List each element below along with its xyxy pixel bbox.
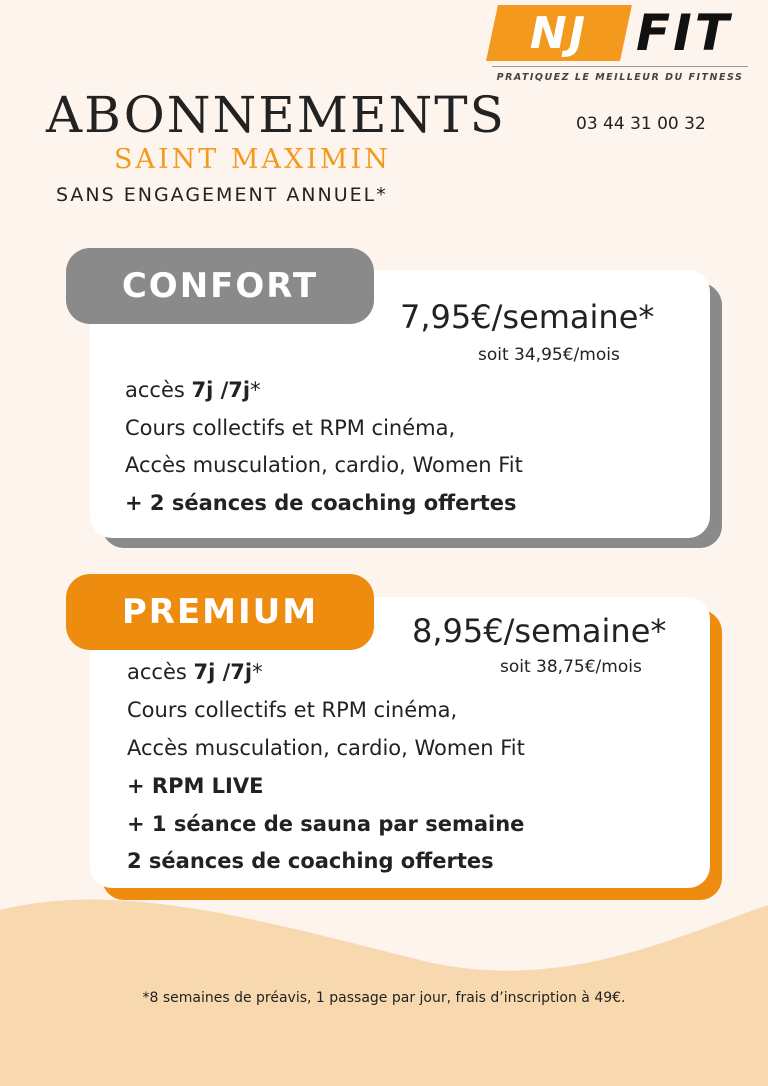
premium-feature: Cours collectifs et RPM cinéma, [127,698,458,722]
logo-tagline: PRATIQUEZ LE MEILLEUR DU FITNESS [496,72,744,83]
premium-extra: + 1 séance de sauna par semaine [127,812,525,836]
bottom-wave [0,890,768,1086]
premium-monthly-price: soit 38,75€/mois [500,657,642,677]
confort-feature: Accès musculation, cardio, Women Fit [125,453,523,477]
logo-divider [492,66,748,67]
confort-access: accès 7j /7j* [125,378,261,402]
confort-plan-badge [66,248,374,324]
footnote: *8 semaines de préavis, 1 passage par jour, frais d’inscription à 49€. [142,990,626,1006]
commitment-tagline: SANS ENGAGEMENT ANNUEL* [56,184,388,206]
premium-extra: 2 séances de coaching offertes [127,849,494,873]
phone-number: 03 44 31 00 32 [576,114,706,134]
confort-plan-name: CONFORT [121,266,319,306]
confort-monthly-price: soit 34,95€/mois [478,345,620,365]
premium-plan-name: PREMIUM [121,592,319,632]
logo-word: FIT [636,4,732,62]
confort-weekly-price: 7,95€/semaine* [400,298,655,336]
premium-plan-badge [66,574,374,650]
confort-extra: + 2 séances de coaching offertes [125,491,517,515]
logo-mark [486,5,632,61]
premium-access: accès 7j /7j* [127,660,263,684]
premium-feature: Accès musculation, cardio, Women Fit [127,736,525,760]
page-title: ABONNEMENTS [46,86,506,144]
premium-extra: + RPM LIVE [127,774,264,798]
location-subtitle: SAINT MAXIMIN [114,144,391,175]
confort-feature: Cours collectifs et RPM cinéma, [125,416,456,440]
premium-weekly-price: 8,95€/semaine* [412,612,667,650]
logo-mark-text: NJ [530,7,588,59]
